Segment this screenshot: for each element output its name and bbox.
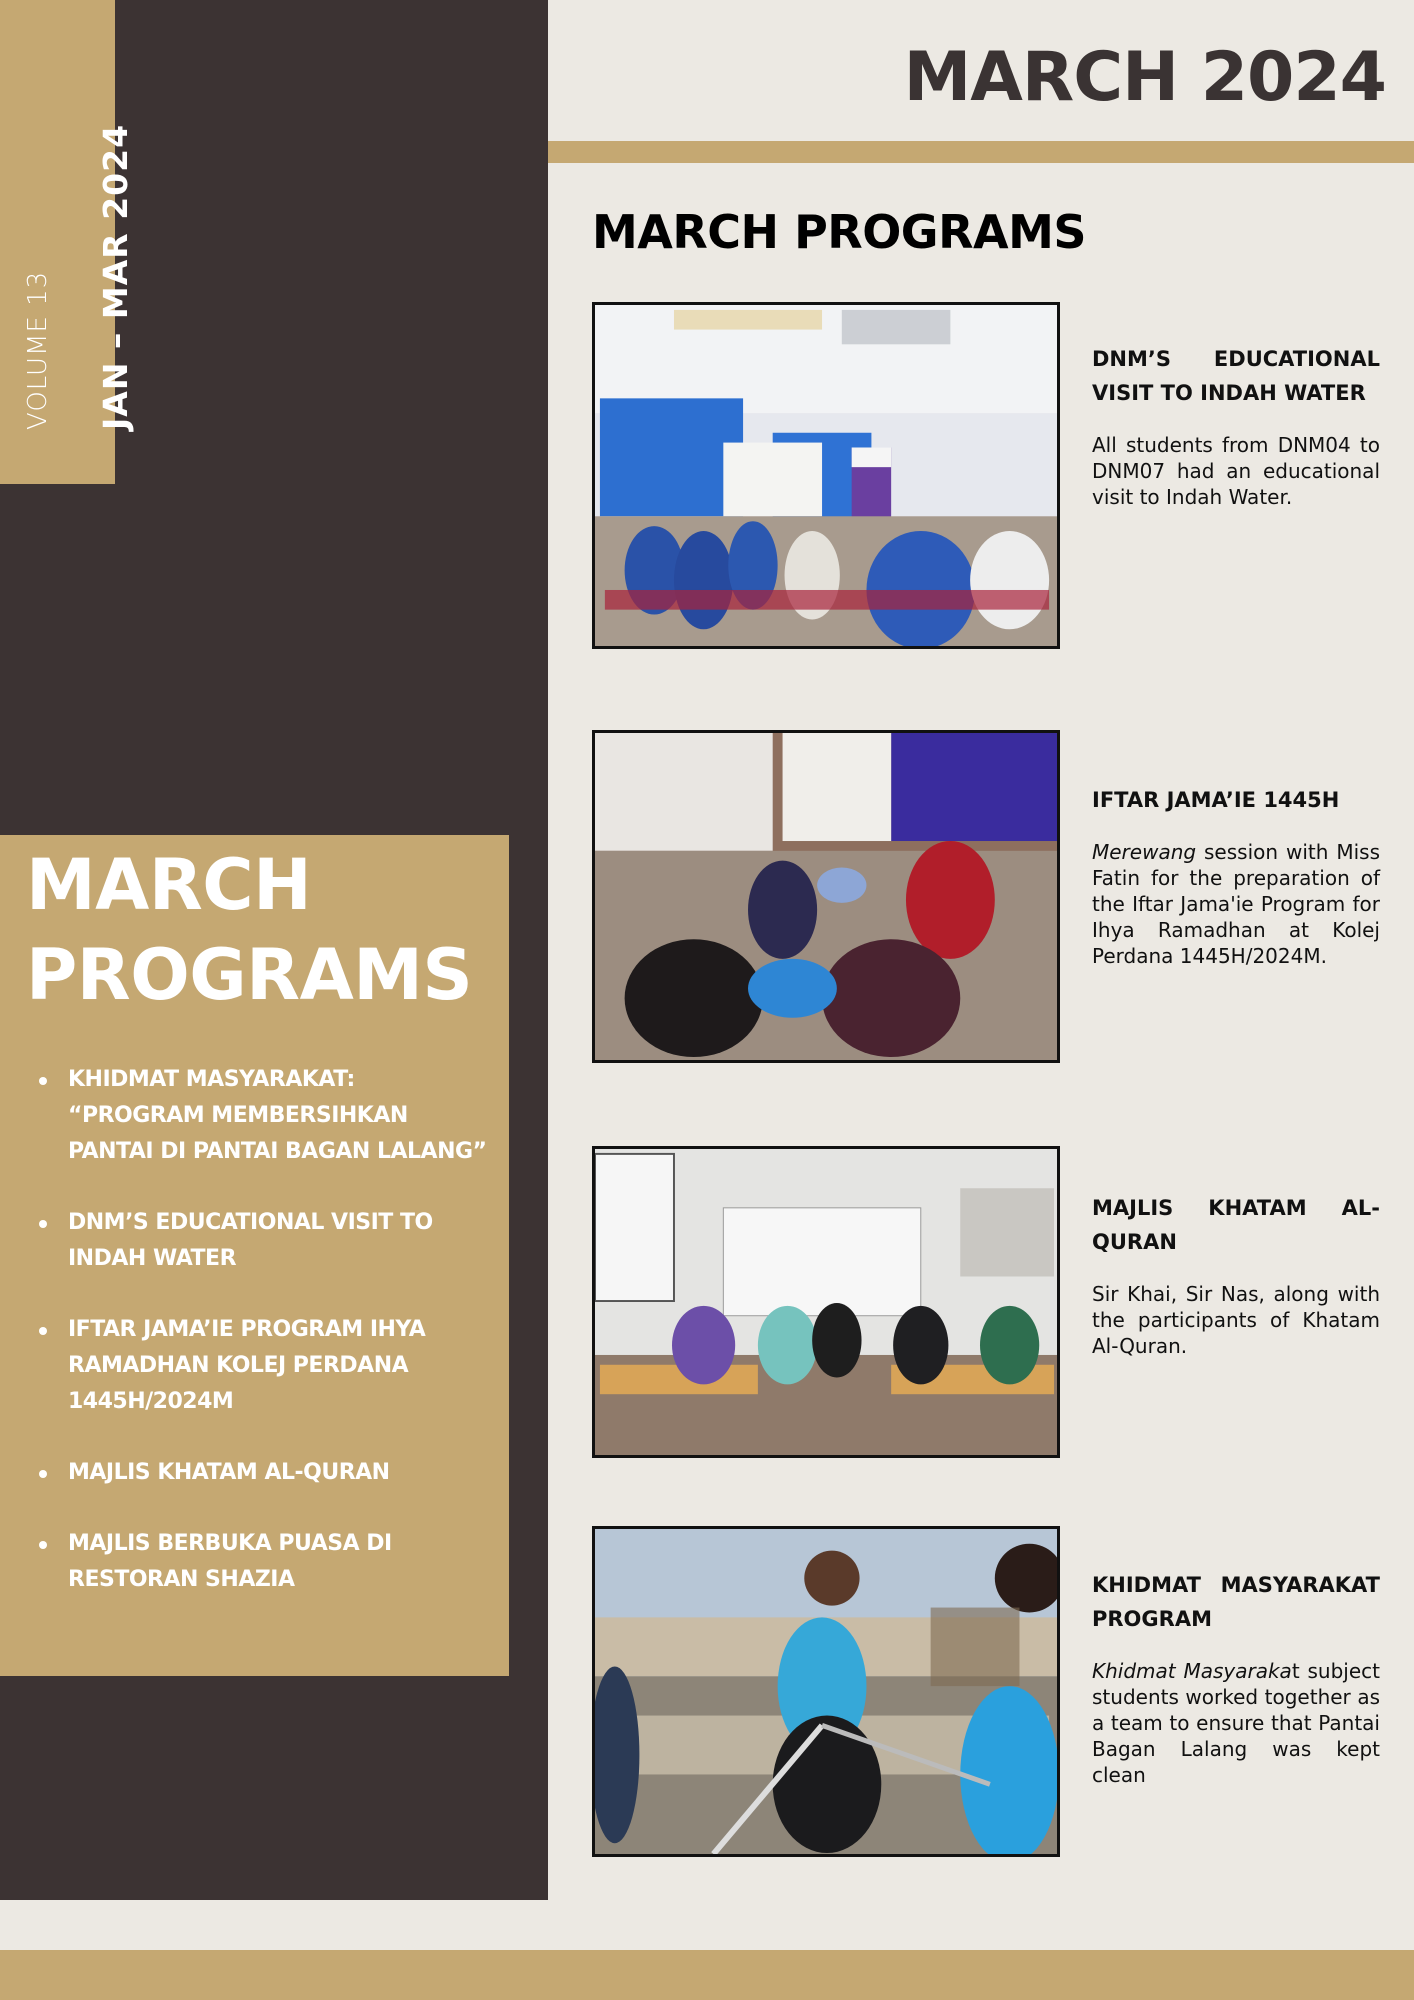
programs-title-line2: PROGRAMS — [26, 934, 473, 1016]
left-panel — [0, 0, 548, 1900]
program-description: All students from DNM04 to DNM07 had an educational visit to Indah Water. — [1092, 433, 1380, 509]
program-khidmat — [1092, 1568, 1380, 1788]
program-photo-indah-water — [592, 302, 1060, 649]
bullet-icon — [39, 1327, 47, 1335]
program-description: Khidmat Masyarakat subject students worked together as a team to ensure that Pantai Bagan Lalang was kept clean — [1092, 1659, 1380, 1787]
program-heading: IFTAR JAMA’IE 1445H — [1092, 788, 1340, 812]
list-item — [36, 1062, 489, 1170]
program-photo-khatam — [592, 1146, 1060, 1458]
page-title: MARCH 2024 — [903, 38, 1386, 117]
program-indah-water — [1092, 342, 1380, 510]
program-description: Merewang session with Miss Fatin for the preparation of the Iftar Jama'ie Program for Ihya Ramadhan at Kolej Perdana 1445H/2024M. — [1092, 840, 1380, 968]
photo-placeholder — [595, 733, 1057, 1060]
volume-label: VOLUME 13 — [23, 270, 53, 430]
program-khatam — [1092, 1191, 1380, 1359]
list-item-text: MAJLIS BERBUKA PUASA DI RESTORAN SHAZIA — [68, 1531, 392, 1592]
program-photo-khidmat — [592, 1526, 1060, 1857]
list-item-text: MAJLIS KHATAM AL-QURAN — [68, 1460, 390, 1485]
programs-title-line1: MARCH — [26, 844, 312, 926]
program-heading: MAJLIS KHATAM AL-QURAN — [1092, 1196, 1380, 1254]
program-iftar — [1092, 783, 1380, 969]
list-item-text: KHIDMAT MASYARAKAT: “PROGRAM MEMBERSIHKAN PANTAI DI PANTAI BAGAN LALANG” — [68, 1067, 487, 1164]
programs-summary-box — [0, 835, 509, 1676]
bullet-icon — [39, 1077, 47, 1085]
programs-list — [26, 1062, 489, 1598]
list-item — [36, 1455, 489, 1491]
photo-placeholder — [595, 305, 1057, 646]
bullet-icon — [39, 1541, 47, 1549]
date-range: JAN – MAR 2024 — [96, 123, 135, 430]
program-photo-iftar — [592, 730, 1060, 1063]
header-divider — [548, 141, 1414, 163]
volume-info — [23, 123, 135, 430]
bullet-icon — [39, 1470, 47, 1478]
list-item — [36, 1312, 489, 1420]
program-heading: DNM’S EDUCATIONAL VISIT TO INDAH WATER — [1092, 347, 1380, 405]
list-item — [36, 1205, 489, 1277]
bullet-icon — [39, 1220, 47, 1228]
programs-summary-title — [26, 840, 489, 1020]
list-item-text: DNM’S EDUCATIONAL VISIT TO INDAH WATER — [68, 1210, 433, 1271]
program-heading: KHIDMAT MASYARAKAT PROGRAM — [1092, 1573, 1380, 1631]
photo-placeholder — [595, 1149, 1057, 1455]
list-item — [36, 1526, 489, 1598]
list-item-text: IFTAR JAMA’IE PROGRAM IHYA RAMADHAN KOLEJ PERDANA 1445H/2024M — [68, 1317, 426, 1414]
footer-bar — [0, 1950, 1414, 2000]
program-description: Sir Khai, Sir Nas, along with the participants of Khatam Al-Quran. — [1092, 1282, 1380, 1358]
section-title: MARCH PROGRAMS — [592, 205, 1086, 259]
photo-placeholder — [595, 1529, 1057, 1854]
